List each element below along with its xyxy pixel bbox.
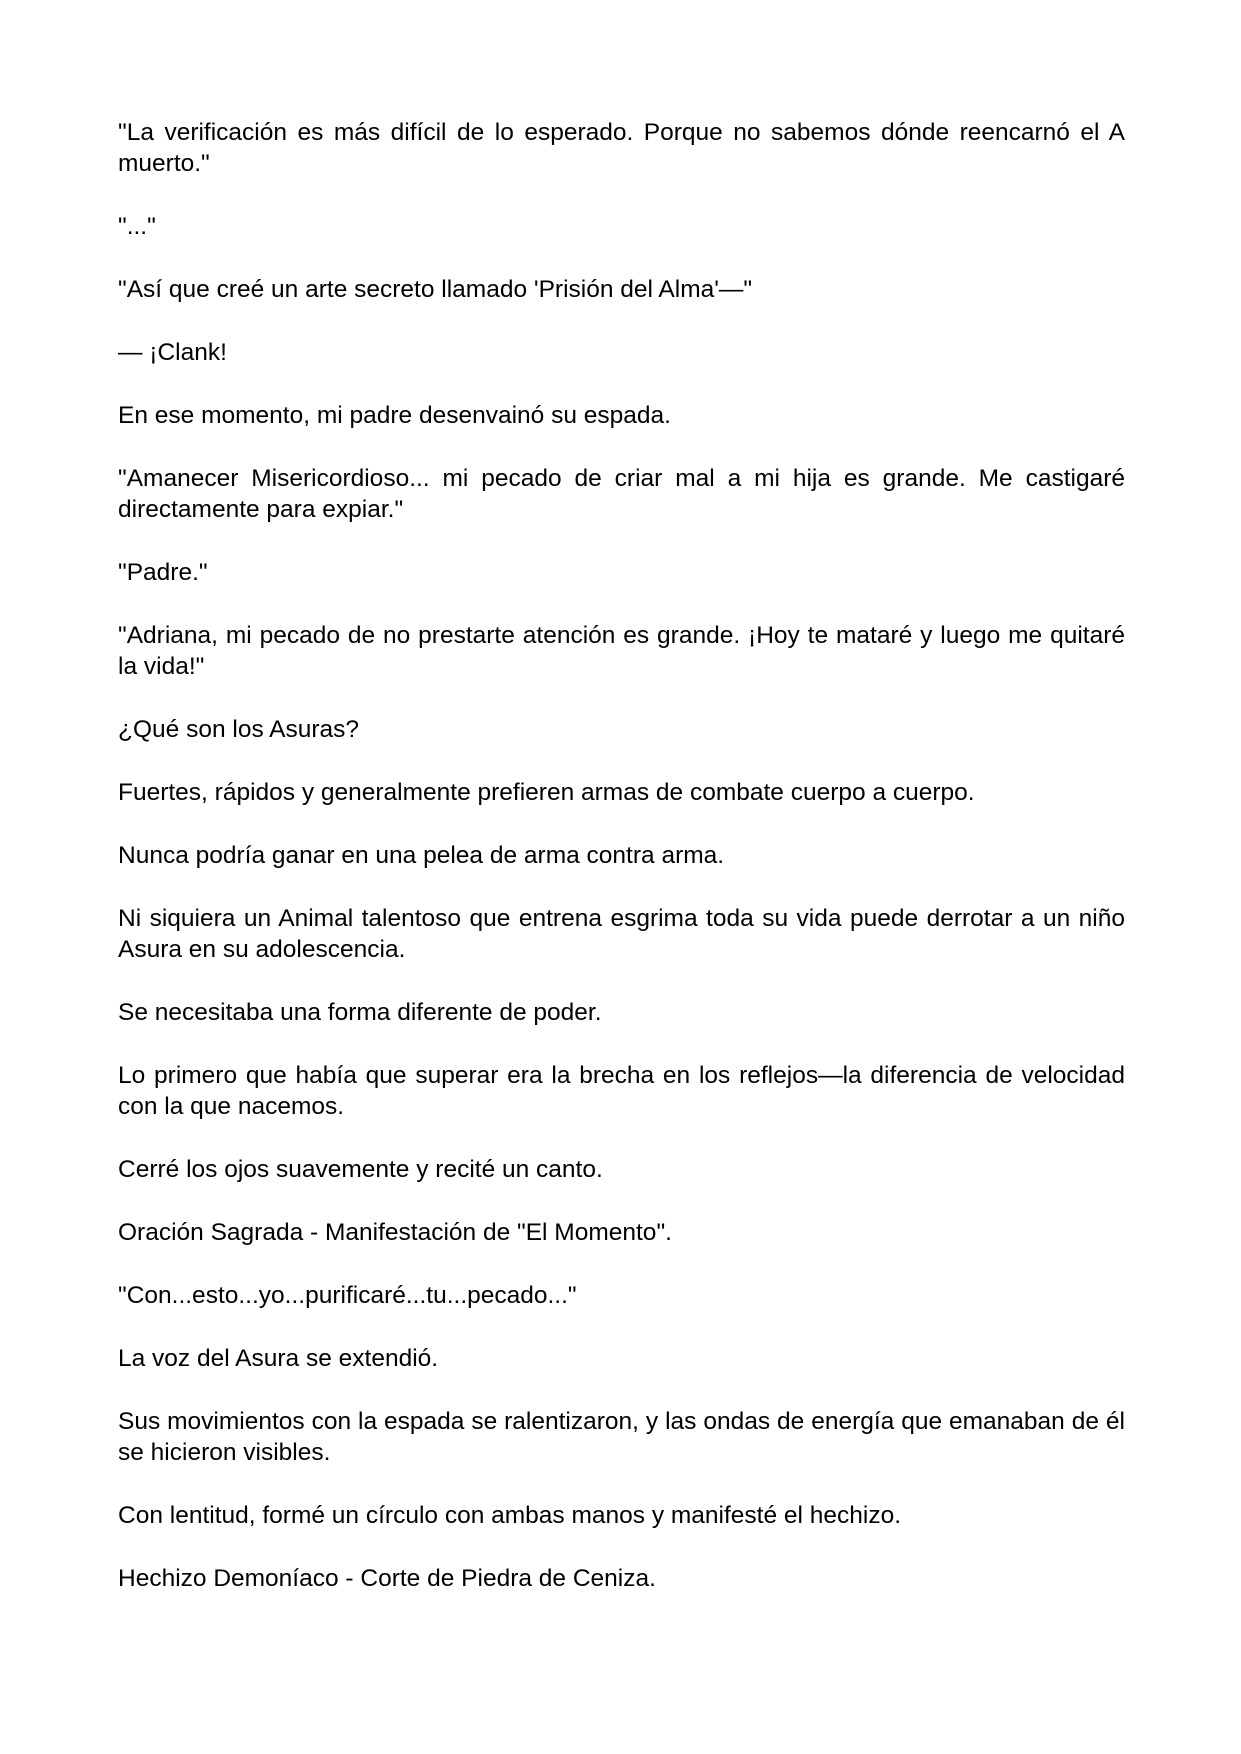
paragraph: Sus movimientos con la espada se ralentizaron, y las ondas de energía que emanaban de él se hicieron visibles. bbox=[118, 1408, 1125, 1466]
paragraph: "Así que creé un arte secreto llamado 'Prisión del Alma'—" bbox=[118, 276, 753, 303]
paragraph: — ¡Clank! bbox=[118, 339, 227, 366]
paragraph: Oración Sagrada - Manifestación de "El Momento". bbox=[118, 1219, 672, 1246]
paragraph: La voz del Asura se extendió. bbox=[118, 1345, 439, 1372]
document-page bbox=[118, 117, 1125, 1626]
paragraph: "..." bbox=[118, 213, 156, 240]
paragraph: Ni siquiera un Animal talentoso que entrena esgrima toda su vida puede derrotar a un niño Asura en su adolescencia. bbox=[118, 905, 1125, 963]
paragraph: "La verificación es más difícil de lo esperado. Porque no sabemos dónde reencarnó el A muerto." bbox=[118, 119, 1125, 177]
paragraph: "Con...esto...yo...purificaré...tu...pecado..." bbox=[118, 1282, 577, 1309]
paragraph: Hechizo Demoníaco - Corte de Piedra de Ceniza. bbox=[118, 1565, 656, 1592]
paragraph: Lo primero que había que superar era la brecha en los reflejos—la diferencia de velocidad con la que nacemos. bbox=[118, 1062, 1125, 1120]
paragraph: "Adriana, mi pecado de no prestarte atención es grande. ¡Hoy te mataré y luego me quitaré la vida!" bbox=[118, 622, 1125, 680]
paragraph: ¿Qué son los Asuras? bbox=[118, 716, 360, 743]
paragraph: Fuertes, rápidos y generalmente prefieren armas de combate cuerpo a cuerpo. bbox=[118, 779, 975, 806]
paragraph: Con lentitud, formé un círculo con ambas manos y manifesté el hechizo. bbox=[118, 1502, 902, 1529]
paragraph: "Padre." bbox=[118, 559, 208, 586]
paragraph: En ese momento, mi padre desenvainó su espada. bbox=[118, 402, 671, 429]
paragraph: Cerré los ojos suavemente y recité un canto. bbox=[118, 1156, 603, 1183]
paragraph: Nunca podría ganar en una pelea de arma contra arma. bbox=[118, 842, 725, 869]
paragraph: "Amanecer Misericordioso... mi pecado de criar mal a mi hija es grande. Me castigaré directamente para expiar." bbox=[118, 465, 1125, 523]
paragraph: Se necesitaba una forma diferente de poder. bbox=[118, 999, 602, 1026]
